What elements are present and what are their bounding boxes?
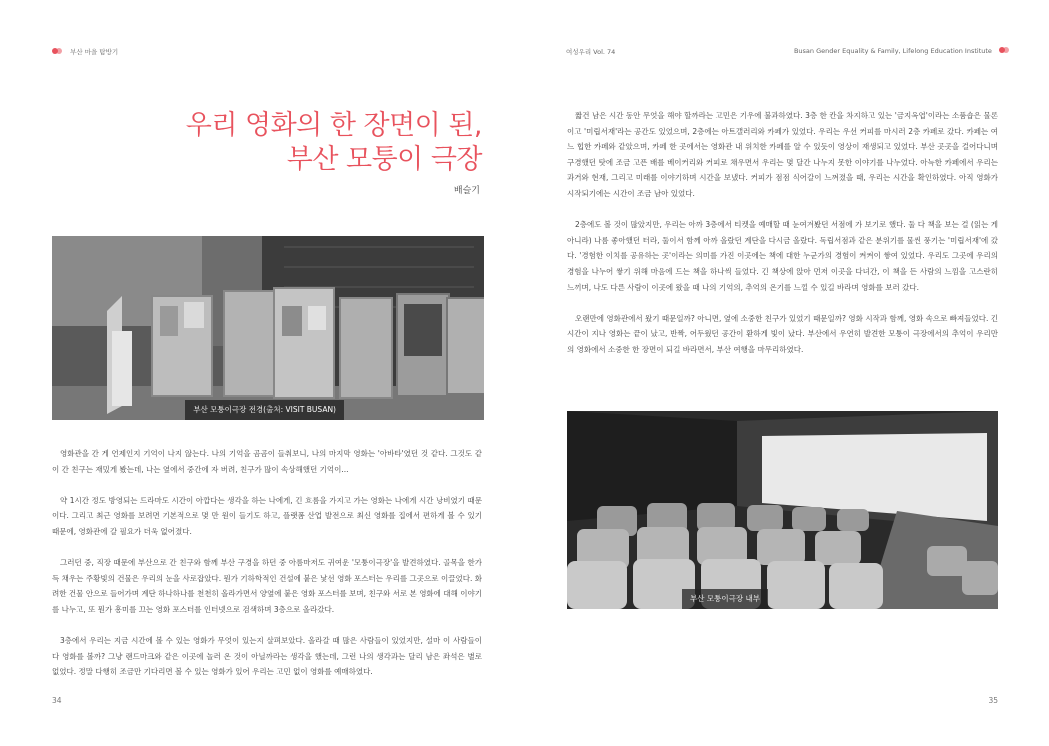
- page-number: 35: [988, 696, 998, 705]
- body-paragraph: 약 1시간 정도 방영되는 드라마도 시간이 아깝다는 생각을 하는 나에게, 긴 흐름을 가지고 가는 영화는 나에게 시간 낭비였기 때문이다. 그리고 최근 영화를 보려면 기본적으로 몇 만 원이 들기도 하고, 플랫폼 산업 발전으로 최신 영화를 집에서 편하게 볼 수 있기 때문에, 영화관에 갈 필요가 더욱 없어졌다.: [52, 495, 482, 536]
- body-paragraph: 오랜만에 영화관에서 왔기 때문일까? 아니면, 옆에 소중한 친구가 있었기 때문일까? 영화 시작과 함께, 영화 속으로 빠져들었다. 긴 시간이 지나 영화는 끝이 났고, 반짝, 어두웠던 공간이 환하게 빛이 났다. 부산에서 우연히 발견한 모퉁이 극장에서의 추억이 우리만의 영화에서 소중한 한 장면이 되길 바라면서, 부산 여행을 마무리하였다.: [567, 313, 998, 354]
- dots-icon: [52, 48, 62, 56]
- photo-caption: 부산 모퉁이극장 내부: [682, 589, 768, 609]
- body-paragraph: 짧건 남은 시간 동안 무엇을 해야 할까라는 고민은 기우에 불과하였다. 3층 한 칸을 차지하고 있는 '금지옥엽'이라는 소품숍은 물론이고 '미립서재'라는 공간도 있었으며, 2층에는 아트갤러리와 카페가 있었다. 우리는 우선 커피를 마시러 2층 카페로 갔다. 카페는 여느 힙한 카페와 같았으며, 카페 한 곳에서는 영화관 내 위치한 카페를 알 수 있듯이 영상이 재생되고 있었다. 부산 곳곳을 걸어다니며 구경했던 탓에 조금 고픈 배를 베이커리와 커피로 채우면서 우리는 몇 달간 나누지 못한 이야기를 나누었다. 아늑한 카페에서 우리는 과거와 현재, 그리고 미래를 이야기하며 시간을 보냈다. 커피가 점점 식어갈이 느껴졌을 때, 우리는 시간을 확인하였다. 아직 영화가 시작되기에는 시간이 조금 남아 있었다.: [567, 111, 998, 198]
- body-paragraph: 3층에서 우리는 지금 시간에 볼 수 있는 영화가 무엇이 있는지 살펴보았다. 올라갈 때 많은 사람들이 있었지만, 설마 이 사람들이 다 영화를 볼까? 그냥 랜드마크와 같은 이곳에 놀러 온 것이 아닐까라는 생각을 했는데, 그런 나의 생각과는 달리 남은 좌석은 별로 없었다. 정말 다행히 조금만 기다리면 볼 수 있는 영화가 있어 우리는 고민 없이 영화를 예매하였다.: [52, 636, 482, 677]
- photo-caption: 부산 모퉁이극장 전경(출처: VISIT BUSAN): [185, 400, 344, 420]
- article-title-line: 부산 모퉁이 극장: [286, 144, 482, 175]
- dots-icon: [999, 47, 1009, 55]
- header-section-label: [52, 47, 118, 56]
- article-author: 배슬기: [453, 186, 480, 196]
- theater-exterior-illustration: [52, 236, 484, 420]
- article-body-left: [52, 446, 482, 696]
- header-institute: [794, 47, 1009, 55]
- header-magazine-issue: 여성우리 Vol. 74: [566, 48, 616, 56]
- section-label-text: 부산 마을 탐방기: [70, 48, 119, 56]
- institute-name: Busan Gender Equality & Family, Lifelong Education Institute: [793, 47, 992, 55]
- article-title: [186, 109, 482, 177]
- theater-interior-photo: [567, 411, 998, 609]
- page-number: 34: [52, 696, 62, 705]
- body-paragraph: 2층에도 볼 것이 많았지만, 우리는 아까 3층에서 티켓을 예매할 때 눈여겨봤던 서점에 가 보기로 했다. 둘 다 책을 보는 걸 (읽는 게 아니라) 나름 좋아했던 터라, 둘이서 함께 아까 올랐던 계단을 다시금 올랐다. 독립서점과 같은 분위기를 물씬 풍기는 '미립서재'에 갔다. '경험한 이치를 공유하는 곳'이라는 의미를 가진 이곳에는 책에 대한 누군가의 경험이 켜켜이 쌓여 있었다. 우리도 그곳에 우리의 경험을 나누어 쌓기 위해 마음에 드는 책을 하나씩 들었다. 긴 책상에 앉아 먼저 이곳을 다녀간, 이 책을 든 사람의 느낌을 고스란히 느끼며, 나도 다른 사람이 이곳에 왔을 때 나의 기억의, 추억의 온기를 느낄 수 있길 바라며 영화를 보러 갔다.: [567, 220, 998, 292]
- theater-interior-illustration: [567, 411, 998, 609]
- theater-exterior-photo: [52, 236, 484, 420]
- body-paragraph: 그러던 중, 직장 때문에 부산으로 간 친구와 함께 부산 구경을 하던 중 아름마저도 귀여운 '모퉁이극장'을 발견하였다. 골목을 한가득 채우는 주황빛의 건물은 우리의 눈을 사로잡았다. 뭔가 기하학적인 건설에 붙은 낯선 영화 포스터는 우리를 그곳으로 이끌었다. 화려한 건물 안으로 들어가며 계단 하나하나를 천천히 올라가면서 양옆에 붙은 영화 포스터를 보며, 친구와 서로 본 영화에 대해 이야기를 나누고, 또 뭔가 흥미를 끄는 영화 포스터를 인터넷으로 검색하며 3층으로 올라갔다.: [52, 558, 482, 614]
- body-paragraph: 영화관을 간 게 언제인지 기억이 나지 않는다. 나의 기억을 곰곰이 들춰보니, 나의 마지막 영화는 '아바타'였던 것 같다. 그것도 같이 간 친구는 재밌게 봤는데, 나는 옆에서 중간에 자 버려, 친구가 많이 속상해했던 기억이...: [52, 449, 482, 474]
- article-body-right: [567, 108, 998, 373]
- article-title-line: 우리 영화의 한 장면이 된,: [185, 110, 482, 141]
